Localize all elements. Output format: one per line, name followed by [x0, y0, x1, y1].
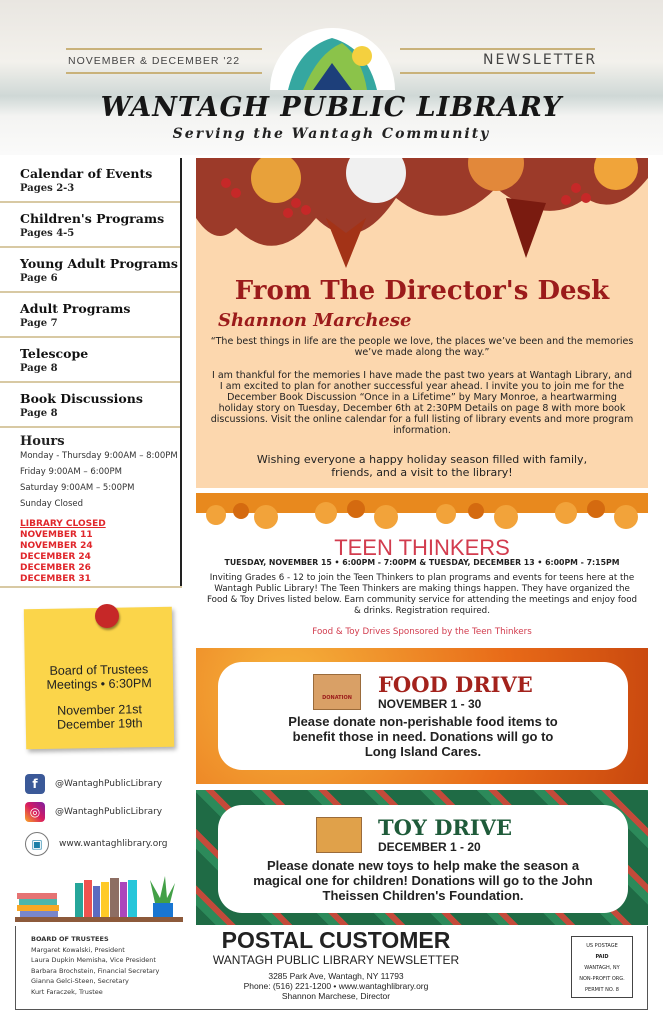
books-illustration — [15, 868, 183, 923]
facebook-link[interactable] — [25, 774, 162, 794]
hours-line: Monday - Thursday 9:00AM – 8:00PM — [20, 451, 178, 461]
closed-date: NOVEMBER 11 — [20, 530, 93, 540]
toy-title: TOY DRIVE — [378, 815, 513, 840]
director-title: From The Director's Desk — [234, 276, 610, 306]
donation-box-icon — [313, 674, 361, 710]
nav-pages: Pages 2-3 — [20, 183, 75, 194]
closed-date: DECEMBER 26 — [20, 563, 91, 573]
teen-sponsor: Food & Toy Drives Sponsored by the Teen Thinkers — [312, 627, 532, 637]
directors-desk-section — [196, 158, 648, 488]
library-subtitle: Serving the Wantagh Community — [172, 126, 491, 142]
closed-date: NOVEMBER 24 — [20, 541, 93, 551]
toy-body: Please donate new toys to help make the season a magical one for children! Donations will go to the John Theissen Children's Foundation. — [253, 858, 593, 903]
hours-line: Friday 9:00AM – 6:00PM — [20, 467, 122, 477]
address: 3285 Park Ave, Wantagh, NY 11793 — [268, 971, 404, 981]
masthead — [0, 0, 663, 155]
pushpin-icon — [95, 604, 119, 628]
note-date: November 21st — [57, 702, 143, 718]
closed-date: DECEMBER 31 — [20, 574, 91, 584]
issue-date: NOVEMBER & DECEMBER '22 — [68, 55, 241, 67]
closed-title: LIBRARY CLOSED — [20, 519, 106, 529]
note-date: December 19th — [56, 716, 143, 732]
divider — [400, 72, 595, 74]
director-body: I am thankful for the memories I have made the past two years at Wantagh Library, and I am excited to plan for another successful year ahead. I invite you to join me for the December Book Discussion “Once in a Lifetime” by Mary Monroe, a heartwarming holiday story on Tuesday, December 6th at 2:30PM Details on page 8 with more book discussions. Visit the online calendar for a full listing of library events and more program information. — [210, 370, 634, 436]
nav-title: Children's Programs — [20, 211, 165, 226]
instagram-link[interactable] — [25, 802, 162, 822]
hours-section — [0, 428, 180, 585]
nav-calendar[interactable] — [0, 158, 180, 203]
nav-telescope[interactable] — [0, 338, 180, 383]
board-title: BOARD OF TRUSTEES — [31, 935, 109, 943]
food-drive-card — [218, 662, 628, 770]
postage-line: US POSTAGE — [586, 943, 618, 949]
nav-pages: Pages 4-5 — [20, 228, 75, 239]
mailing-footer — [15, 926, 648, 1010]
autumn-leaves-decoration — [196, 158, 648, 273]
library-logo — [270, 28, 395, 90]
board-member: Gianna Gelci-Steen, Secretary — [31, 977, 129, 985]
nav-title: Adult Programs — [20, 301, 131, 316]
teen-thinkers-section — [196, 493, 648, 645]
nav-pages: Page 8 — [20, 363, 58, 374]
nav-book-discussions[interactable] — [0, 383, 180, 428]
hours-line: Saturday 9:00AM – 5:00PM — [20, 483, 135, 493]
nav-young-adult[interactable] — [0, 248, 180, 293]
closed-date: DECEMBER 24 — [20, 552, 91, 562]
director-name: Shannon Marchese — [218, 310, 412, 331]
hours-title: Hours — [20, 434, 65, 449]
board-member: Margaret Kowalski, President — [31, 945, 125, 954]
library-title: WANTAGH PUBLIC LIBRARY — [100, 92, 563, 123]
nav-adult[interactable] — [0, 293, 180, 338]
newsletter-name: WANTAGH PUBLIC LIBRARY NEWSLETTER — [212, 953, 460, 967]
divider — [400, 48, 595, 50]
newsletter-label: NEWSLETTER — [483, 52, 598, 68]
food-dates: NOVEMBER 1 - 30 — [378, 697, 482, 711]
nav-title: Telescope — [20, 346, 89, 361]
board-member: Laura Dupkin Memisha, Vice President — [31, 956, 156, 964]
facebook-handle: @WantaghPublicLibrary — [55, 779, 163, 789]
nav-pages: Page 6 — [20, 273, 58, 284]
toy-drive-section — [196, 790, 648, 925]
hours-line: Sunday Closed — [20, 499, 84, 509]
director-credit: Shannon Marchese, Director — [281, 991, 391, 1001]
postage-line: PAID — [595, 954, 609, 960]
food-body: Please donate non-perishable food items to benefit those in need. Donations will go to Long Island Cares. — [288, 714, 558, 759]
teen-title: TEEN THINKERS — [334, 535, 510, 560]
teen-dates: TUESDAY, NOVEMBER 15 • 6:00PM - 7:00PM & TUESDAY, DECEMBER 13 • 6:00PM - 7:15PM — [224, 558, 620, 567]
divider — [0, 586, 182, 588]
postage-indicia — [571, 936, 633, 998]
postage-line: WANTAGH, NY — [584, 965, 620, 971]
divider — [66, 72, 262, 74]
food-title: FOOD DRIVE — [378, 672, 533, 697]
board-member: Barbara Brochstein, Financial Secretary — [31, 966, 160, 975]
sidebar — [0, 158, 182, 588]
postage-line: NON-PROFIT ORG. — [579, 976, 625, 982]
note-line: Board of Trustees — [49, 662, 149, 678]
board-member: Kurt Faraczek, Trustee — [31, 987, 103, 996]
nav-childrens[interactable] — [0, 203, 180, 248]
trustees-sticky-note — [24, 607, 174, 750]
instagram-icon: ◎ — [25, 802, 45, 822]
teen-body: Inviting Grades 6 - 12 to join the Teen Thinkers to plan programs and events for teens here at the Wantagh Public Library! The Teen Thinkers are making things happen. They have organized the Food & Toy Drives listed below. Earn community service for attending the meetings and enjoy food & drinks. Registration required. — [206, 573, 638, 616]
director-quote: “The best things in life are the people we love, the places we’ve been and the memories we’ve made along the way.” — [210, 336, 634, 358]
toy-dates: DECEMBER 1 - 20 — [378, 840, 481, 854]
food-drive-section — [196, 648, 648, 784]
toy-box-icon — [316, 817, 362, 853]
phone: Phone: (516) 221-1200 • www.wantaghlibrary.org — [243, 981, 429, 991]
divider — [66, 48, 262, 50]
nav-pages: Page 7 — [20, 318, 58, 329]
postage-line: PERMIT NO. 8 — [585, 987, 619, 993]
facebook-icon: f — [25, 774, 45, 794]
nav-pages: Page 8 — [20, 408, 58, 419]
nav-title: Book Discussions — [20, 391, 143, 406]
website-url: www.wantaghlibrary.org — [59, 839, 168, 849]
website-link[interactable] — [25, 832, 167, 856]
globe-icon: ▣ — [25, 832, 49, 856]
nav-title: Calendar of Events — [20, 166, 153, 181]
donation-box-label: DONATION — [322, 695, 352, 701]
director-closing: Wishing everyone a happy holiday season filled with family, friends, and a visit to the library! — [256, 453, 588, 479]
instagram-handle: @WantaghPublicLibrary — [55, 807, 163, 817]
toy-drive-card — [218, 805, 628, 913]
note-line: Meetings • 6:30PM — [46, 676, 152, 692]
nav-title: Young Adult Programs — [20, 256, 178, 271]
postal-customer: POSTAL CUSTOMER — [221, 927, 451, 953]
leaf-border-decoration — [196, 493, 648, 535]
